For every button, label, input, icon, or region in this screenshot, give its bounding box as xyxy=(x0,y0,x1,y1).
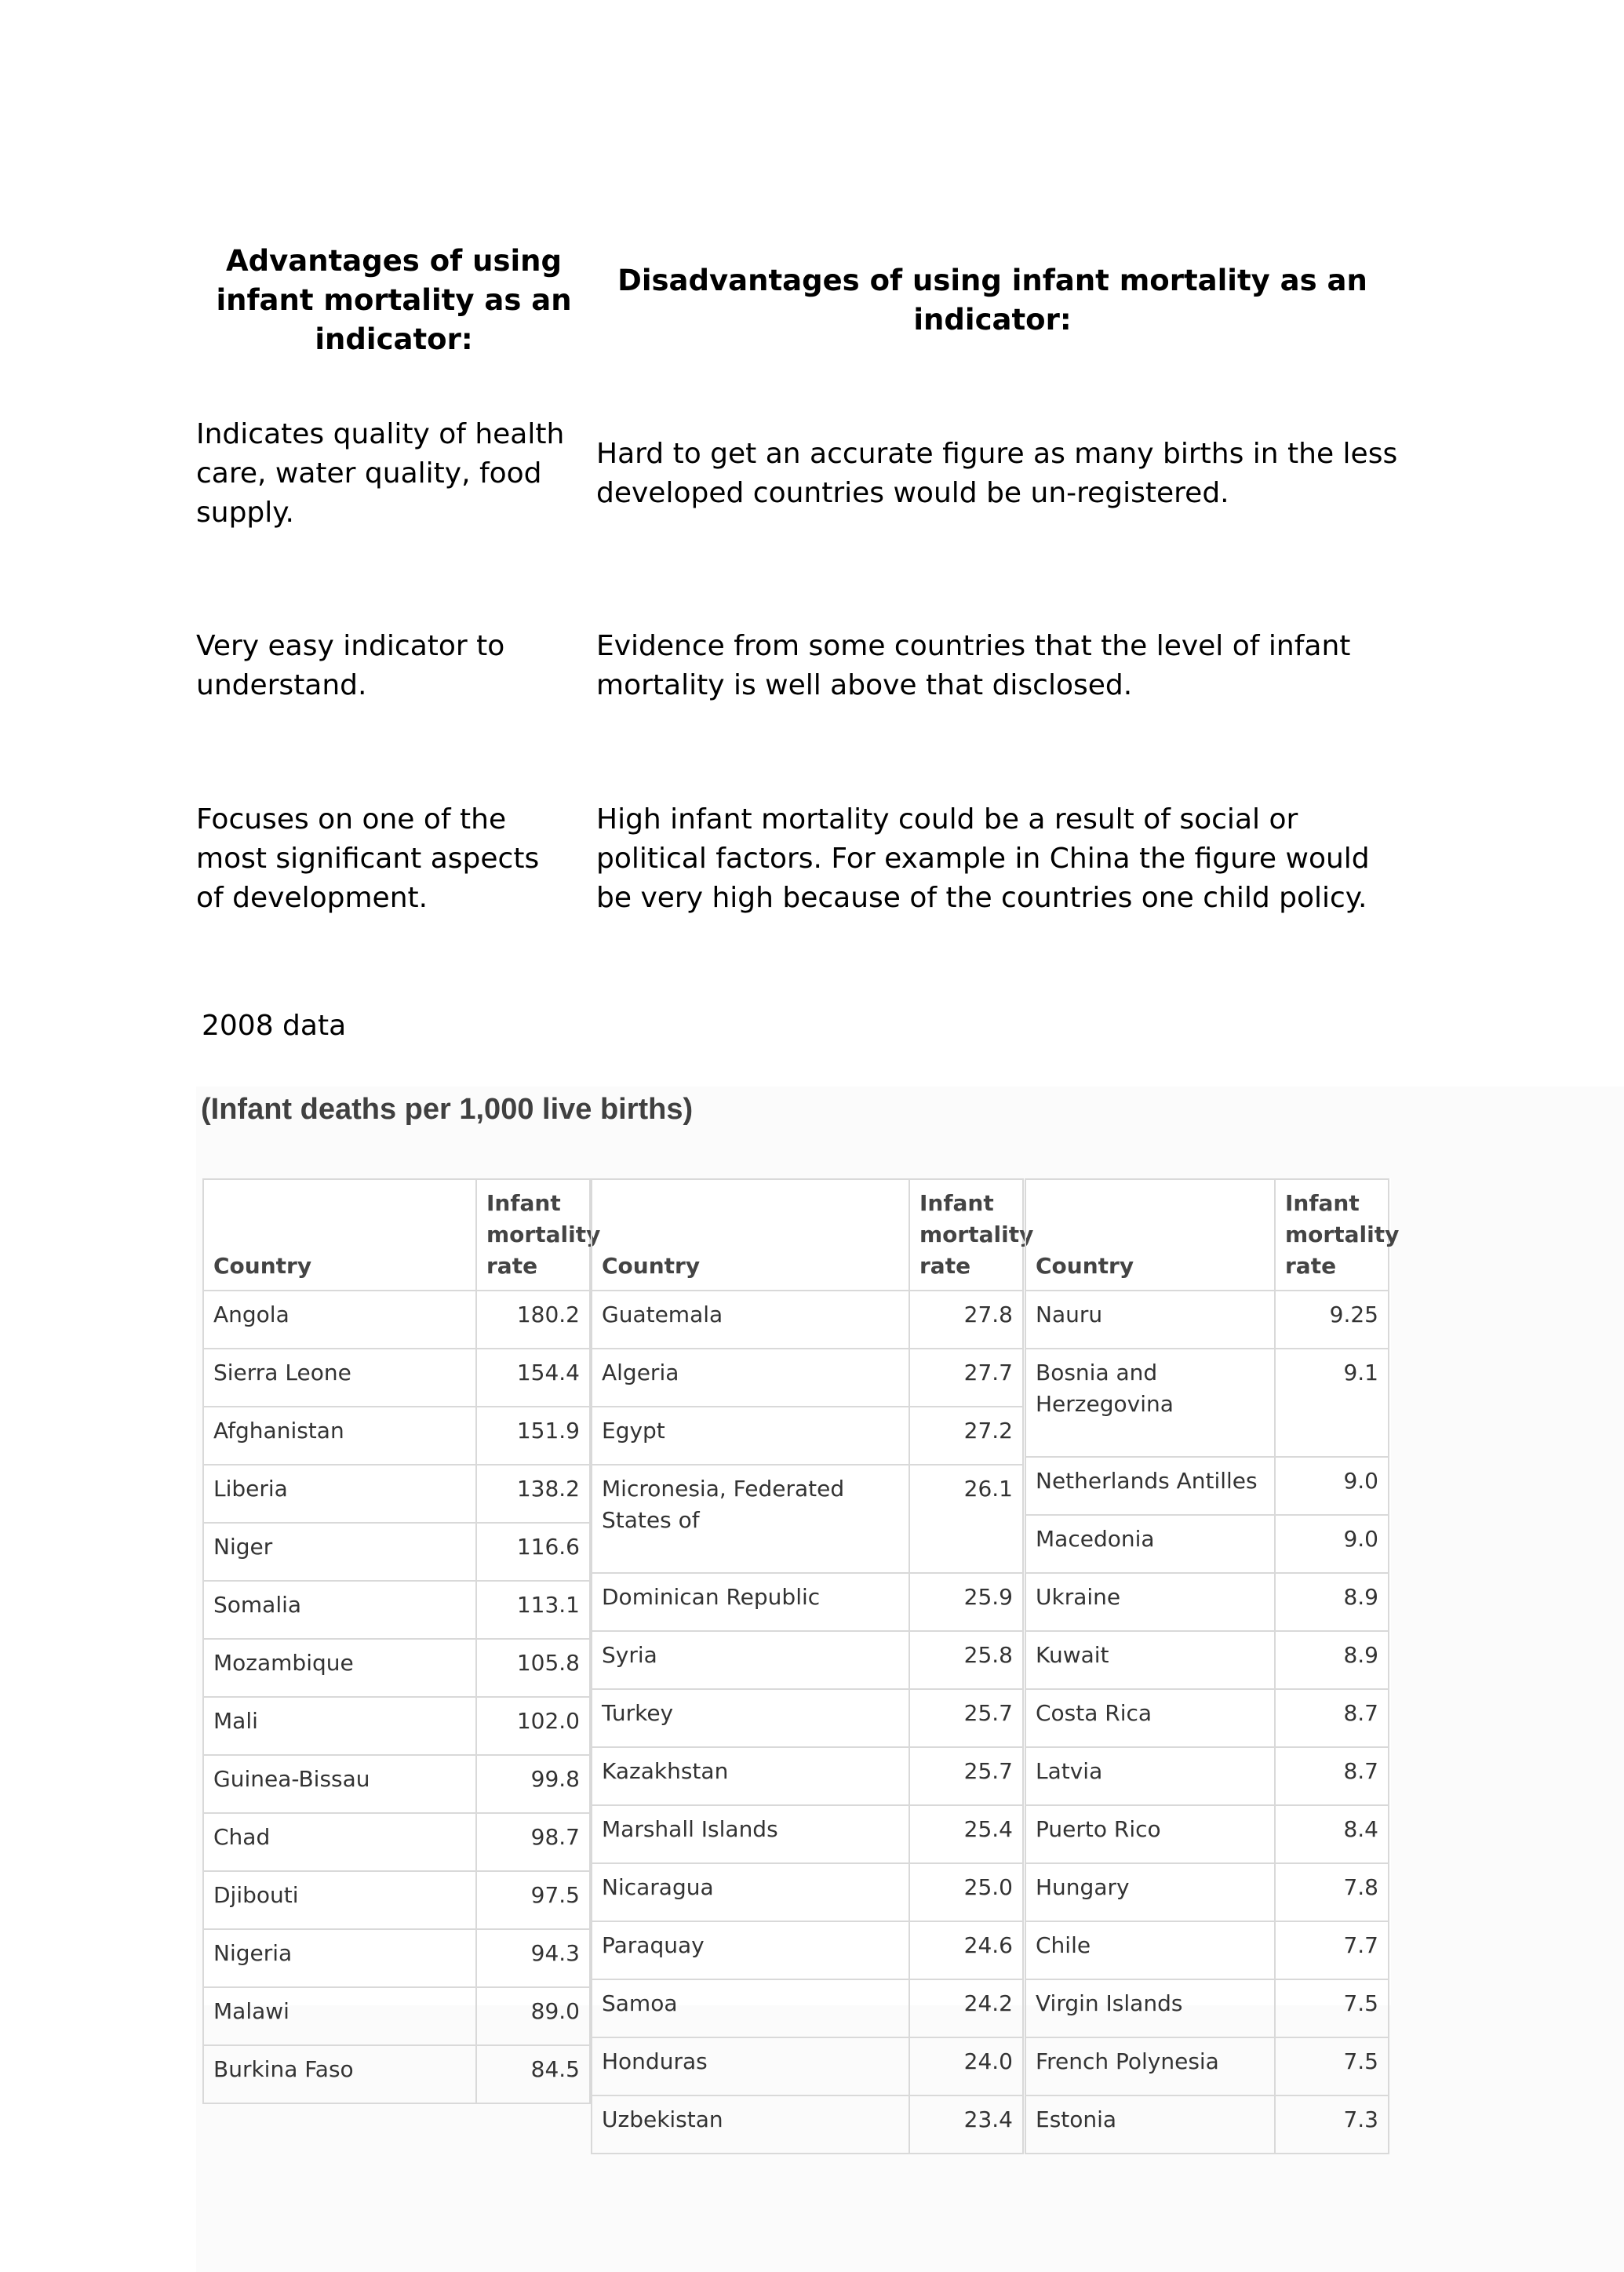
country-cell: Bosnia and Herzegovina xyxy=(1025,1349,1275,1457)
rate-cell: 7.3 xyxy=(1275,2095,1389,2154)
country-cell: French Polynesia xyxy=(1025,2037,1275,2095)
country-cell: Honduras xyxy=(592,2037,909,2095)
rate-cell: 9.1 xyxy=(1275,1349,1389,1457)
table-row xyxy=(1025,1747,1389,1805)
advantage-item: Focuses on one of the most significant aspects of development. xyxy=(196,803,540,914)
country-cell: Nicaragua xyxy=(592,1863,909,1921)
country-cell: Virgin Islands xyxy=(1025,1979,1275,2037)
rate-cell: 27.8 xyxy=(909,1291,1023,1349)
country-cell: Netherlands Antilles xyxy=(1025,1457,1275,1515)
table-row xyxy=(592,1465,1023,1573)
table-row xyxy=(203,1639,590,1697)
table-row xyxy=(203,1407,590,1465)
rate-cell: 23.4 xyxy=(909,2095,1023,2154)
country-cell: Nauru xyxy=(1025,1291,1275,1349)
rate-cell: 8.4 xyxy=(1275,1805,1389,1863)
country-cell: Niger xyxy=(203,1523,476,1581)
table-row xyxy=(592,1349,1023,1407)
country-cell: Latvia xyxy=(1025,1747,1275,1805)
table-row xyxy=(1025,1291,1389,1349)
country-cell: Costa Rica xyxy=(1025,1689,1275,1747)
table-row xyxy=(592,1747,1023,1805)
table-row xyxy=(592,1573,1023,1631)
table-row xyxy=(203,1929,590,1987)
table-row xyxy=(1025,1631,1389,1689)
disadvantage-item: Evidence from some countries that the level of infant mortality is well above that disclosed. xyxy=(596,630,1351,701)
table-row xyxy=(203,1813,590,1871)
rate-cell: 180.2 xyxy=(476,1291,590,1349)
country-cell: Kuwait xyxy=(1025,1631,1275,1689)
table-row xyxy=(592,2037,1023,2095)
rate-cell: 99.8 xyxy=(476,1755,590,1813)
rate-cell: 24.6 xyxy=(909,1921,1023,1979)
rate-cell: 8.7 xyxy=(1275,1689,1389,1747)
table-row xyxy=(592,1631,1023,1689)
country-header: Country xyxy=(592,1179,909,1291)
country-header: Country xyxy=(203,1179,476,1291)
rate-cell: 25.9 xyxy=(909,1573,1023,1631)
country-cell: Somalia xyxy=(203,1581,476,1639)
country-cell: Malawi xyxy=(203,1987,476,2045)
rate-cell: 98.7 xyxy=(476,1813,590,1871)
table-row xyxy=(1025,1457,1389,1515)
country-cell: Guatemala xyxy=(592,1291,909,1349)
country-cell: Marshall Islands xyxy=(592,1805,909,1863)
table-row xyxy=(592,1921,1023,1979)
table-row xyxy=(1025,1979,1389,2037)
rate-cell: 25.8 xyxy=(909,1631,1023,1689)
mortality-table xyxy=(202,1178,601,2104)
advantage-item: Very easy indicator to understand. xyxy=(196,630,505,701)
rate-cell: 25.4 xyxy=(909,1805,1023,1863)
country-cell: Dominican Republic xyxy=(592,1573,909,1631)
country-cell: Guinea-Bissau xyxy=(203,1755,476,1813)
table-row xyxy=(203,1349,590,1407)
rate-cell: 27.7 xyxy=(909,1349,1023,1407)
rate-header: Infant mortality rate xyxy=(1275,1179,1389,1291)
rate-cell: 7.5 xyxy=(1275,1979,1389,2037)
mortality-table-screenshot xyxy=(196,1087,1624,2272)
country-cell: Uzbekistan xyxy=(592,2095,909,2154)
country-cell: Sierra Leone xyxy=(203,1349,476,1407)
rate-cell: 26.1 xyxy=(909,1465,1023,1573)
table-row xyxy=(592,1863,1023,1921)
table-row xyxy=(592,1291,1023,1349)
table-title: (Infant deaths per 1,000 live births) xyxy=(201,1093,694,1126)
rate-cell: 24.2 xyxy=(909,1979,1023,2037)
rate-cell: 97.5 xyxy=(476,1871,590,1929)
table-row xyxy=(1025,1515,1389,1573)
rate-cell: 105.8 xyxy=(476,1639,590,1697)
table-row xyxy=(592,2095,1023,2154)
rate-cell: 8.9 xyxy=(1275,1631,1389,1689)
country-cell: Turkey xyxy=(592,1689,909,1747)
table-row xyxy=(1025,1805,1389,1863)
rate-cell: 138.2 xyxy=(476,1465,590,1523)
rate-cell: 89.0 xyxy=(476,1987,590,2045)
country-cell: Afghanistan xyxy=(203,1407,476,1465)
mortality-table xyxy=(1025,1178,1400,2154)
table-row xyxy=(203,1523,590,1581)
country-cell: Burkina Faso xyxy=(203,2045,476,2103)
mortality-tables xyxy=(202,1178,1400,2132)
rate-cell: 25.7 xyxy=(909,1689,1023,1747)
table-row xyxy=(1025,1863,1389,1921)
rate-cell: 9.25 xyxy=(1275,1291,1389,1349)
advantage-item: Indicates quality of health care, water quality, food supply. xyxy=(196,418,565,529)
rate-cell: 9.0 xyxy=(1275,1515,1389,1573)
table-row xyxy=(203,1581,590,1639)
table-row xyxy=(1025,1921,1389,1979)
table-row xyxy=(1025,1349,1389,1457)
rate-cell: 27.2 xyxy=(909,1407,1023,1465)
rate-cell: 8.7 xyxy=(1275,1747,1389,1805)
rate-cell: 25.7 xyxy=(909,1747,1023,1805)
country-cell: Puerto Rico xyxy=(1025,1805,1275,1863)
rate-cell: 113.1 xyxy=(476,1581,590,1639)
country-cell: Ukraine xyxy=(1025,1573,1275,1631)
table-row xyxy=(203,1755,590,1813)
rate-header: Infant mortality rate xyxy=(476,1179,590,1291)
table-row xyxy=(1025,2095,1389,2154)
table-row xyxy=(1025,1573,1389,1631)
table-row xyxy=(592,1979,1023,2037)
rate-cell: 84.5 xyxy=(476,2045,590,2103)
table-row xyxy=(592,1407,1023,1465)
indicator-comparison xyxy=(0,0,1607,973)
disadvantage-item: High infant mortality could be a result of social or political factors. For example in China the figure would be very high because of the countries one child policy. xyxy=(596,803,1370,914)
country-cell: Egypt xyxy=(592,1407,909,1465)
country-header: Country xyxy=(1025,1179,1275,1291)
table-row xyxy=(1025,2037,1389,2095)
country-cell: Estonia xyxy=(1025,2095,1275,2154)
rate-cell: 102.0 xyxy=(476,1697,590,1755)
rate-cell: 8.9 xyxy=(1275,1573,1389,1631)
table-row xyxy=(1025,1689,1389,1747)
rate-cell: 25.0 xyxy=(909,1863,1023,1921)
country-cell: Macedonia xyxy=(1025,1515,1275,1573)
country-cell: Djibouti xyxy=(203,1871,476,1929)
rate-cell: 24.0 xyxy=(909,2037,1023,2095)
country-cell: Nigeria xyxy=(203,1929,476,1987)
table-row xyxy=(203,2045,590,2103)
country-cell: Mali xyxy=(203,1697,476,1755)
mortality-table xyxy=(591,1178,1034,2154)
advantages-heading: Advantages of using infant mortality as an indicator: xyxy=(216,244,572,356)
table-row xyxy=(203,1871,590,1929)
rate-cell: 7.8 xyxy=(1275,1863,1389,1921)
disadvantage-item: Hard to get an accurate figure as many births in the less developed countries would be un-registered. xyxy=(596,438,1398,509)
table-row xyxy=(592,1689,1023,1747)
table-row xyxy=(203,1291,590,1349)
rate-cell: 151.9 xyxy=(476,1407,590,1465)
rate-cell: 94.3 xyxy=(476,1929,590,1987)
disadvantages-heading: Disadvantages of using infant mortality as an indicator: xyxy=(617,264,1367,337)
rate-cell: 116.6 xyxy=(476,1523,590,1581)
rate-cell: 9.0 xyxy=(1275,1457,1389,1515)
data-year-label: 2008 data xyxy=(202,1010,347,1042)
rate-cell: 7.7 xyxy=(1275,1921,1389,1979)
country-cell: Samoa xyxy=(592,1979,909,2037)
table-row xyxy=(203,1987,590,2045)
country-cell: Hungary xyxy=(1025,1863,1275,1921)
table-row xyxy=(203,1465,590,1523)
country-cell: Paraquay xyxy=(592,1921,909,1979)
rate-cell: 154.4 xyxy=(476,1349,590,1407)
country-cell: Liberia xyxy=(203,1465,476,1523)
country-cell: Chad xyxy=(203,1813,476,1871)
rate-header: Infant mortality rate xyxy=(909,1179,1023,1291)
country-cell: Kazakhstan xyxy=(592,1747,909,1805)
country-cell: Algeria xyxy=(592,1349,909,1407)
country-cell: Angola xyxy=(203,1291,476,1349)
country-cell: Chile xyxy=(1025,1921,1275,1979)
country-cell: Micronesia, Federated States of xyxy=(592,1465,909,1573)
country-cell: Syria xyxy=(592,1631,909,1689)
country-cell: Mozambique xyxy=(203,1639,476,1697)
table-row xyxy=(592,1805,1023,1863)
rate-cell: 7.5 xyxy=(1275,2037,1389,2095)
table-row xyxy=(203,1697,590,1755)
